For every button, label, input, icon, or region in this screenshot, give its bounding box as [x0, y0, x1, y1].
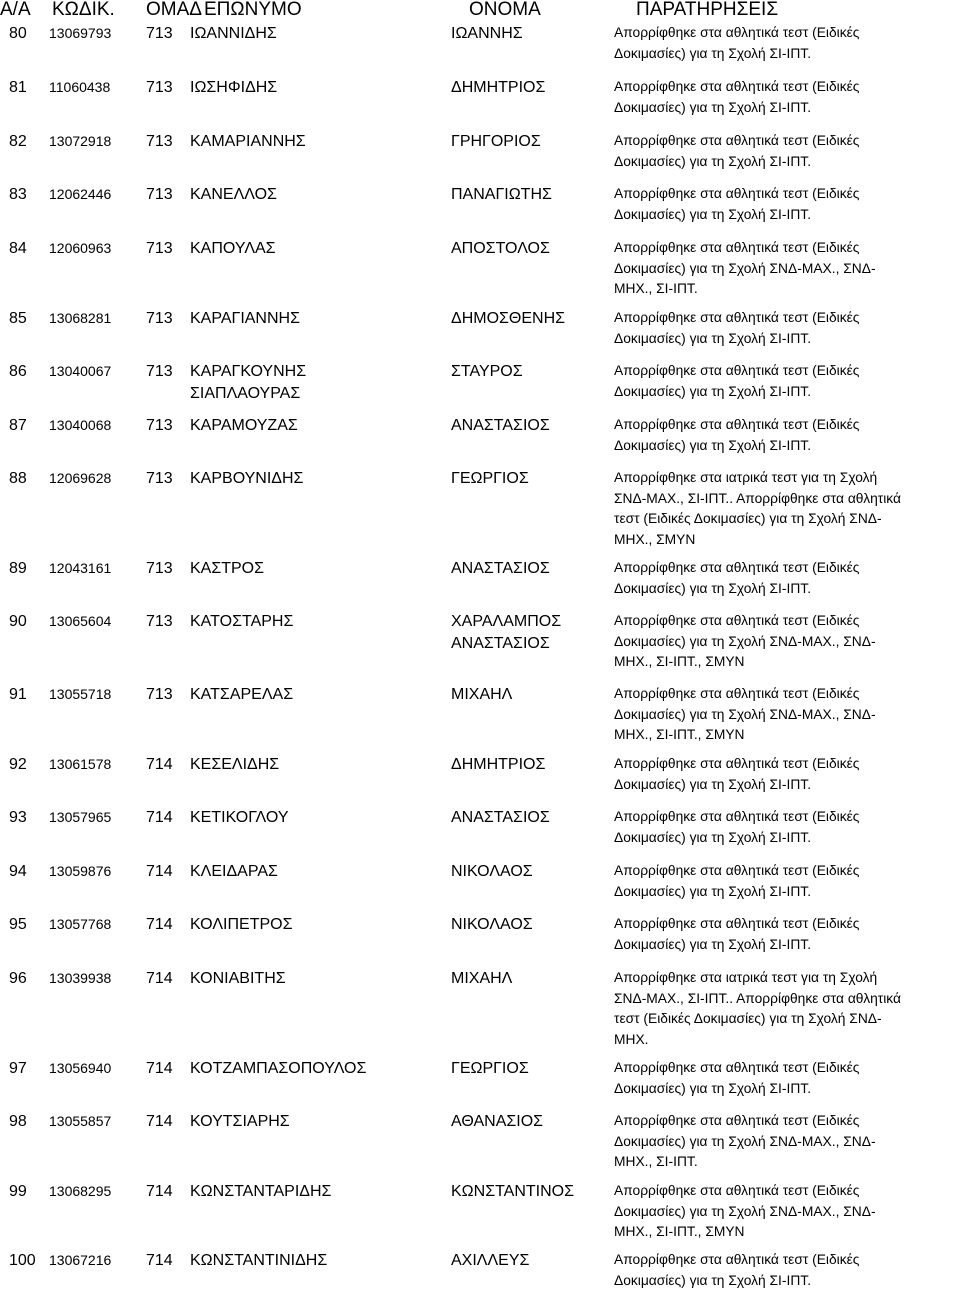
row-remarks-line: Δοκιμασίες) για τη Σχολή ΣΝΔ-ΜΑΧ., ΣΝΔ-	[614, 260, 876, 276]
row-group: 713	[146, 613, 173, 630]
row-code: 13055857	[49, 1113, 112, 1129]
row-name	[451, 914, 533, 936]
row-remarks-line: Δοκιμασίες) για τη Σχολή ΣΙ-ΙΠΤ.	[614, 45, 812, 61]
row-surname-line: ΚΑΤΣΑΡΕΛΑΣ	[190, 686, 294, 703]
row-surname	[190, 415, 298, 437]
row-name-line: ΚΩΝΣΤΑΝΤΙΝΟΣ	[451, 1183, 574, 1200]
row-code: 13067216	[49, 1252, 112, 1268]
row-name	[451, 1250, 529, 1272]
row-remarks-line: Δοκιμασίες) για τη Σχολή ΣΝΔ-ΜΑΧ., ΣΝΔ-	[614, 1133, 876, 1149]
row-number: 100	[9, 1252, 36, 1269]
row-surname-line: ΚΑΝΕΛΛΟΣ	[190, 186, 277, 203]
row-code: 13056940	[49, 1060, 112, 1076]
row-surname-line: ΚΑΡΑΜΟΥΖΑΣ	[190, 417, 298, 434]
row-group: 713	[146, 240, 173, 257]
row-remarks	[614, 1111, 960, 1173]
row-remarks-line: Απορρίφθηκε στα αθλητικά τεστ (Ειδικές	[614, 417, 860, 432]
row-code: 13055718	[49, 686, 112, 702]
row-surname	[190, 184, 277, 206]
row-remarks	[614, 684, 960, 746]
row-name	[451, 754, 545, 776]
row-number: 80	[9, 25, 27, 42]
row-remarks	[614, 968, 960, 1050]
row-group: 714	[146, 809, 173, 826]
row-remarks-line: Απορρίφθηκε στα αθλητικά τεστ (Ειδικές	[614, 1252, 860, 1267]
row-name	[451, 468, 529, 490]
row-number: 94	[9, 863, 27, 880]
row-surname	[190, 238, 276, 260]
row-name	[451, 308, 565, 330]
row-group: 713	[146, 310, 173, 327]
row-number: 85	[9, 310, 27, 327]
row-surname-line: ΚΕΤΙΚΟΓΛΟΥ	[190, 809, 289, 826]
row-remarks-line: Δοκιμασίες) για τη Σχολή ΣΙ-ΙΠΤ.	[614, 883, 812, 899]
row-remarks-line: Απορρίφθηκε στα αθλητικά τεστ (Ειδικές	[614, 186, 860, 201]
row-name	[451, 131, 541, 153]
row-name-line: ΔΗΜΗΤΡΙΟΣ	[451, 756, 546, 773]
row-group: 713	[146, 79, 173, 96]
row-remarks-line: Δοκιμασίες) για τη Σχολή ΣΙ-ΙΠΤ.	[614, 1080, 812, 1096]
row-surname	[190, 1250, 327, 1272]
row-number: 81	[9, 79, 27, 96]
row-remarks	[614, 1181, 960, 1243]
row-remarks-line: ΜΗΧ., ΣΙ-ΙΠΤ.	[614, 281, 698, 296]
row-remarks-line: ΜΗΧ., ΣΙ-ΙΠΤ., ΣΜΥΝ	[614, 654, 745, 669]
row-remarks-line: Απορρίφθηκε στα αθλητικά τεστ (Ειδικές	[614, 79, 860, 94]
row-surname-line: ΚΑΜΑΡΙΑΝΝΗΣ	[190, 133, 306, 150]
row-surname-line: ΚΑΡΒΟΥΝΙΔΗΣ	[190, 470, 304, 487]
row-name-line: ΑΝΑΣΤΑΣΙΟΣ	[451, 417, 550, 434]
row-number: 91	[9, 686, 27, 703]
row-remarks-line: Απορρίφθηκε στα αθλητικά τεστ (Ειδικές	[614, 809, 860, 824]
row-surname	[190, 1058, 366, 1080]
row-number: 89	[9, 560, 27, 577]
row-remarks-line: Δοκιμασίες) για τη Σχολή ΣΙ-ΙΠΤ.	[614, 936, 812, 952]
row-name	[451, 184, 552, 206]
row-code: 11060438	[49, 79, 111, 95]
row-group: 714	[146, 1252, 173, 1269]
row-surname	[190, 861, 278, 883]
row-remarks-line: Δοκιμασίες) για τη Σχολή ΣΙ-ΙΠΤ.	[614, 206, 812, 222]
row-number: 93	[9, 809, 27, 826]
row-remarks-line: Δοκιμασίες) για τη Σχολή ΣΝΔ-ΜΑΧ., ΣΝΔ-	[614, 633, 876, 649]
row-name-line: ΙΩΑΝΝΗΣ	[451, 25, 523, 42]
row-remarks-line: Απορρίφθηκε στα αθλητικά τεστ (Ειδικές	[614, 613, 860, 628]
row-code: 13065604	[49, 613, 112, 629]
row-number: 96	[9, 970, 27, 987]
row-name	[451, 861, 533, 883]
row-code: 13040067	[49, 363, 112, 379]
row-group: 713	[146, 186, 173, 203]
header-code: ΚΩΔΙΚ.	[52, 0, 115, 20]
header-group: ΟΜΑΔ	[146, 0, 202, 20]
row-surname-line: ΚΑΡΑΓΚΟΥΝΗΣ	[190, 363, 307, 380]
row-number: 84	[9, 240, 27, 257]
row-code: 12069628	[49, 470, 112, 486]
row-remarks-line: Δοκιμασίες) για τη Σχολή ΣΝΔ-ΜΑΧ., ΣΝΔ-	[614, 1203, 876, 1219]
row-remarks-line: Απορρίφθηκε στα αθλητικά τεστ (Ειδικές	[614, 133, 860, 148]
row-surname-line: ΚΑΠΟΥΛΑΣ	[190, 240, 276, 257]
row-remarks	[614, 184, 960, 225]
row-number: 98	[9, 1113, 27, 1130]
row-surname-line: ΚΑΣΤΡΟΣ	[190, 560, 265, 577]
row-remarks-line: Απορρίφθηκε στα αθλητικά τεστ (Ειδικές	[614, 25, 860, 40]
table-header	[0, 0, 960, 22]
row-remarks	[614, 361, 960, 402]
row-name-line: ΓΕΩΡΓΙΟΣ	[451, 470, 529, 487]
row-remarks	[614, 77, 960, 118]
row-surname	[190, 611, 293, 633]
row-remarks	[614, 415, 960, 456]
row-surname-line: ΚΑΡΑΓΙΑΝΝΗΣ	[190, 310, 300, 327]
row-surname-line: ΚΟΤΖΑΜΠΑΣΟΠΟΥΛΟΣ	[190, 1060, 367, 1077]
row-remarks-line: Δοκιμασίες) για τη Σχολή ΣΙ-ΙΠΤ.	[614, 776, 812, 792]
row-remarks-line: Δοκιμασίες) για τη Σχολή ΣΙ-ΙΠΤ.	[614, 330, 812, 346]
row-name	[451, 77, 545, 99]
row-number: 88	[9, 470, 27, 487]
row-remarks-line: Απορρίφθηκε στα αθλητικά τεστ (Ειδικές	[614, 240, 860, 255]
row-code: 13068281	[49, 310, 112, 326]
row-number: 99	[9, 1183, 27, 1200]
row-number: 82	[9, 133, 27, 150]
row-code: 13061578	[49, 756, 112, 772]
row-remarks-line: Απορρίφθηκε στα αθλητικά τεστ (Ειδικές	[614, 1060, 860, 1075]
row-remarks-line: ΣΝΔ-ΜΑΧ., ΣΙ-ΙΠΤ.. Απορρίφθηκε στα αθλητικά	[614, 990, 901, 1006]
row-remarks-line: Απορρίφθηκε στα αθλητικά τεστ (Ειδικές	[614, 1113, 860, 1128]
row-code: 13068295	[49, 1183, 112, 1199]
row-name	[451, 968, 512, 990]
row-remarks-line: Δοκιμασίες) για τη Σχολή ΣΙ-ΙΠΤ.	[614, 153, 812, 169]
row-name	[451, 1058, 529, 1080]
row-code: 13072918	[49, 133, 112, 149]
row-remarks-line: Απορρίφθηκε στα ιατρικά τεστ για τη Σχολή	[614, 970, 878, 985]
row-name	[451, 807, 550, 829]
row-remarks-line: ΜΗΧ., ΣΙ-ΙΠΤ., ΣΜΥΝ	[614, 1224, 745, 1239]
row-name-line: ΝΙΚΟΛΑΟΣ	[451, 916, 533, 933]
row-group: 713	[146, 25, 173, 42]
row-name	[451, 1111, 543, 1133]
row-name	[451, 415, 550, 437]
row-code: 13039938	[49, 970, 112, 986]
row-surname-line: ΚΕΣΕΛΙΔΗΣ	[190, 756, 280, 773]
row-surname-line: ΣΙΑΠΛΑΟΥΡΑΣ	[190, 385, 301, 402]
row-name-line: ΜΙΧΑΗΛ	[451, 970, 513, 987]
row-code: 13040068	[49, 417, 112, 433]
header-name: ΟΝΟΜΑ	[469, 0, 541, 20]
row-group: 714	[146, 970, 173, 987]
row-name-line: ΓΕΩΡΓΙΟΣ	[451, 1060, 529, 1077]
row-name-line: ΓΡΗΓΟΡΙΟΣ	[451, 133, 541, 150]
row-remarks-line: Απορρίφθηκε στα αθλητικά τεστ (Ειδικές	[614, 560, 860, 575]
row-code: 13057768	[49, 916, 112, 932]
row-remarks-line: Απορρίφθηκε στα αθλητικά τεστ (Ειδικές	[614, 916, 860, 931]
row-number: 97	[9, 1060, 27, 1077]
header-aa: Α/Α	[0, 0, 31, 20]
row-name-line: ΧΑΡΑΛΑΜΠΟΣ	[451, 613, 562, 630]
row-remarks	[614, 754, 960, 795]
row-remarks-line: ΣΝΔ-ΜΑΧ., ΣΙ-ΙΠΤ.. Απορρίφθηκε στα αθλητικά	[614, 490, 901, 506]
row-name-line: ΑΠΟΣΤΟΛΟΣ	[451, 240, 550, 257]
row-remarks-line: τεστ (Ειδικές Δοκιμασίες) για τη Σχολή ΣΝΔ-	[614, 511, 882, 526]
row-name-line: ΑΝΑΣΤΑΣΙΟΣ	[451, 635, 550, 652]
row-code: 12043161	[49, 560, 112, 576]
row-group: 713	[146, 686, 173, 703]
row-number: 83	[9, 186, 27, 203]
row-remarks-line: Δοκιμασίες) για τη Σχολή ΣΙ-ΙΠΤ.	[614, 437, 812, 453]
row-name	[451, 238, 550, 260]
row-surname	[190, 968, 286, 990]
row-number: 95	[9, 916, 27, 933]
row-surname	[190, 131, 306, 153]
row-surname	[190, 361, 306, 405]
row-group: 714	[146, 756, 173, 773]
row-name-line: ΑΘΑΝΑΣΙΟΣ	[451, 1113, 544, 1130]
row-name	[451, 23, 523, 45]
row-surname	[190, 914, 292, 936]
row-remarks-line: τεστ (Ειδικές Δοκιμασίες) για τη Σχολή ΣΝΔ-	[614, 1011, 882, 1026]
row-name-line: ΠΑΝΑΓΙΩΤΗΣ	[451, 186, 552, 203]
row-remarks-line: Απορρίφθηκε στα αθλητικά τεστ (Ειδικές	[614, 686, 860, 701]
row-remarks-line: Δοκιμασίες) για τη Σχολή ΣΙ-ΙΠΤ.	[614, 580, 812, 596]
row-surname-line: ΚΩΝΣΤΑΝΤΑΡΙΔΗΣ	[190, 1183, 332, 1200]
row-surname-line: ΚΟΝΙΑΒΙΤΗΣ	[190, 970, 286, 987]
row-name	[451, 684, 512, 706]
row-surname	[190, 23, 277, 45]
row-remarks	[614, 131, 960, 172]
row-group: 714	[146, 1113, 173, 1130]
row-surname-line: ΙΩΑΝΝΙΔΗΣ	[190, 25, 277, 42]
row-code: 13069793	[49, 25, 112, 41]
row-remarks-line: ΜΗΧ., ΣΙ-ΙΠΤ., ΣΜΥΝ	[614, 727, 745, 742]
row-remarks-line: ΜΗΧ., ΣΙ-ΙΠΤ.	[614, 1154, 698, 1169]
row-remarks-line: Δοκιμασίες) για τη Σχολή ΣΙ-ΙΠΤ.	[614, 99, 812, 115]
row-remarks	[614, 23, 960, 64]
row-name-line: ΔΗΜΟΣΘΕΝΗΣ	[451, 310, 566, 327]
row-surname	[190, 1181, 331, 1203]
row-name-line: ΑΝΑΣΤΑΣΙΟΣ	[451, 560, 550, 577]
row-remarks	[614, 1250, 960, 1291]
header-remarks: ΠΑΡΑΤΗΡΗΣΕΙΣ	[636, 0, 779, 20]
row-name	[451, 611, 561, 655]
row-name-line: ΔΗΜΗΤΡΙΟΣ	[451, 79, 546, 96]
row-remarks	[614, 558, 960, 599]
row-group: 713	[146, 133, 173, 150]
row-group: 713	[146, 363, 173, 380]
row-remarks-line: Δοκιμασίες) για τη Σχολή ΣΙ-ΙΠΤ.	[614, 1272, 812, 1288]
row-remarks	[614, 807, 960, 848]
row-surname-line: ΙΩΣΗΦΙΔΗΣ	[190, 79, 278, 96]
row-number: 87	[9, 417, 27, 434]
row-surname-line: ΚΟΛΙΠΕΤΡΟΣ	[190, 916, 293, 933]
row-remarks-line: Απορρίφθηκε στα αθλητικά τεστ (Ειδικές	[614, 363, 860, 378]
row-name	[451, 1181, 574, 1203]
row-surname	[190, 468, 303, 490]
row-remarks	[614, 611, 960, 673]
row-name-line: ΑΧΙΛΛΕΥΣ	[451, 1252, 530, 1269]
row-remarks-line: ΜΗΧ., ΣΜΥΝ	[614, 531, 696, 547]
row-remarks	[614, 914, 960, 955]
row-surname	[190, 308, 300, 330]
row-code: 13059876	[49, 863, 112, 879]
row-surname	[190, 684, 293, 706]
row-group: 714	[146, 863, 173, 880]
row-code: 13057965	[49, 809, 112, 825]
row-surname-line: ΚΑΤΟΣΤΑΡΗΣ	[190, 613, 294, 630]
row-name-line: ΜΙΧΑΗΛ	[451, 686, 513, 703]
row-number: 92	[9, 756, 27, 773]
row-code: 12060963	[49, 240, 112, 256]
row-remarks-line: Απορρίφθηκε στα ιατρικά τεστ για τη Σχολή	[614, 470, 878, 485]
row-group: 713	[146, 470, 173, 487]
row-remarks-line: Δοκιμασίες) για τη Σχολή ΣΙ-ΙΠΤ.	[614, 383, 812, 399]
row-group: 713	[146, 560, 173, 577]
row-number: 90	[9, 613, 27, 630]
row-remarks	[614, 238, 960, 300]
row-remarks-line: Απορρίφθηκε στα αθλητικά τεστ (Ειδικές	[614, 756, 860, 771]
row-surname	[190, 1111, 290, 1133]
row-surname	[190, 754, 279, 776]
row-name	[451, 361, 523, 383]
row-remarks-line: Απορρίφθηκε στα αθλητικά τεστ (Ειδικές	[614, 863, 860, 878]
row-surname	[190, 77, 277, 99]
row-surname	[190, 558, 264, 580]
row-remarks-line: Δοκιμασίες) για τη Σχολή ΣΙ-ΙΠΤ.	[614, 829, 812, 845]
row-remarks	[614, 1058, 960, 1099]
row-surname-line: ΚΟΥΤΣΙΑΡΗΣ	[190, 1113, 290, 1130]
row-group: 714	[146, 1060, 173, 1077]
row-name-line: ΣΤΑΥΡΟΣ	[451, 363, 523, 380]
row-remarks-line: Δοκιμασίες) για τη Σχολή ΣΝΔ-ΜΑΧ., ΣΝΔ-	[614, 706, 876, 722]
row-surname-line: ΚΩΝΣΤΑΝΤΙΝΙΔΗΣ	[190, 1252, 328, 1269]
row-surname	[190, 807, 288, 829]
header-surname: ΕΠΩΝΥΜΟ	[204, 0, 302, 20]
row-remarks-line: ΜΗΧ.	[614, 1031, 649, 1047]
row-remarks-line: Απορρίφθηκε στα αθλητικά τεστ (Ειδικές	[614, 310, 860, 325]
row-remarks	[614, 861, 960, 902]
row-number: 86	[9, 363, 27, 380]
row-name-line: ΑΝΑΣΤΑΣΙΟΣ	[451, 809, 550, 826]
row-group: 714	[146, 916, 173, 933]
row-group: 713	[146, 417, 173, 434]
row-name-line: ΝΙΚΟΛΑΟΣ	[451, 863, 533, 880]
row-remarks	[614, 468, 960, 550]
row-code: 12062446	[49, 186, 112, 202]
row-remarks	[614, 308, 960, 349]
row-remarks-line: Απορρίφθηκε στα αθλητικά τεστ (Ειδικές	[614, 1183, 860, 1198]
row-surname-line: ΚΛΕΙΔΑΡΑΣ	[190, 863, 278, 880]
row-group: 714	[146, 1183, 173, 1200]
row-name	[451, 558, 550, 580]
